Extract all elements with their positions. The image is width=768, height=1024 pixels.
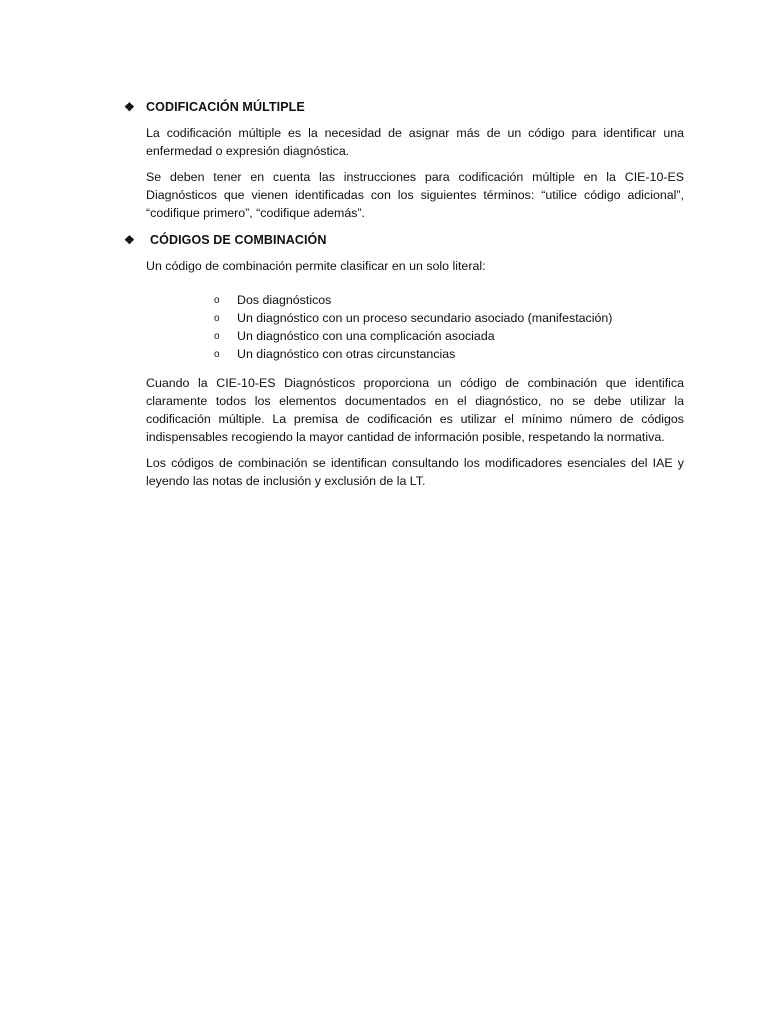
section-heading-codigos-combinacion xyxy=(124,230,684,250)
paragraph-modificadores: Los códigos de combinación se identifican consultando los modificadores esenciales del IAE y leyendo las notas de inclusión y exclusión de la LT. xyxy=(146,456,684,488)
circle-bullet-icon: o xyxy=(214,330,220,342)
section-title: CODIFICACIÓN MÚLTIPLE xyxy=(146,100,305,114)
list-item xyxy=(214,291,684,309)
list-item-text: Un diagnóstico con una complicación asociada xyxy=(237,329,495,343)
list-item-text: Un diagnóstico con otras circunstancias xyxy=(237,347,456,361)
paragraph-cuando-cie: Cuando la CIE-10-ES Diagnósticos proporciona un código de combinación que identifica claramente todos los elementos documentados en el diagnóstico, no se debe utilizar la codificación múltiple. La premisa de codificación es utilizar el mínimo número de códigos indispensables recogiendo la mayor cantidad de información posible, respetando la normativa. xyxy=(146,376,684,444)
circle-bullet-icon: o xyxy=(214,294,220,306)
list-item xyxy=(214,327,684,345)
document-body xyxy=(124,97,684,490)
paragraph-intro-combinacion: Un código de combinación permite clasificar en un solo literal: xyxy=(146,259,486,273)
list-item-text: Un diagnóstico con un proceso secundario asociado (manifestación) xyxy=(237,311,613,325)
paragraph-definicion: La codificación múltiple es la necesidad de asignar más de un código para identificar una enfermedad o expresión diagnóstica. xyxy=(146,126,684,158)
paragraph-instrucciones: Se deben tener en cuenta las instrucciones para codificación múltiple en la CIE-10-ES Diagnósticos que vienen identificadas con los siguientes términos: “utilice código adicional”, “codifique primero”, “codifique además”. xyxy=(146,170,684,220)
list-item xyxy=(214,309,684,327)
list-item-text: Dos diagnósticos xyxy=(237,293,332,307)
circle-bullet-icon: o xyxy=(214,348,220,360)
list-item xyxy=(214,345,684,363)
section-title: CÓDIGOS DE COMBINACIÓN xyxy=(150,233,327,247)
circle-bullet-icon: o xyxy=(214,312,220,324)
combination-list xyxy=(124,291,684,363)
diamond-bullet-icon: ❖ xyxy=(124,100,135,114)
diamond-bullet-icon: ❖ xyxy=(124,233,135,247)
section-heading-codificacion-multiple xyxy=(124,97,684,117)
